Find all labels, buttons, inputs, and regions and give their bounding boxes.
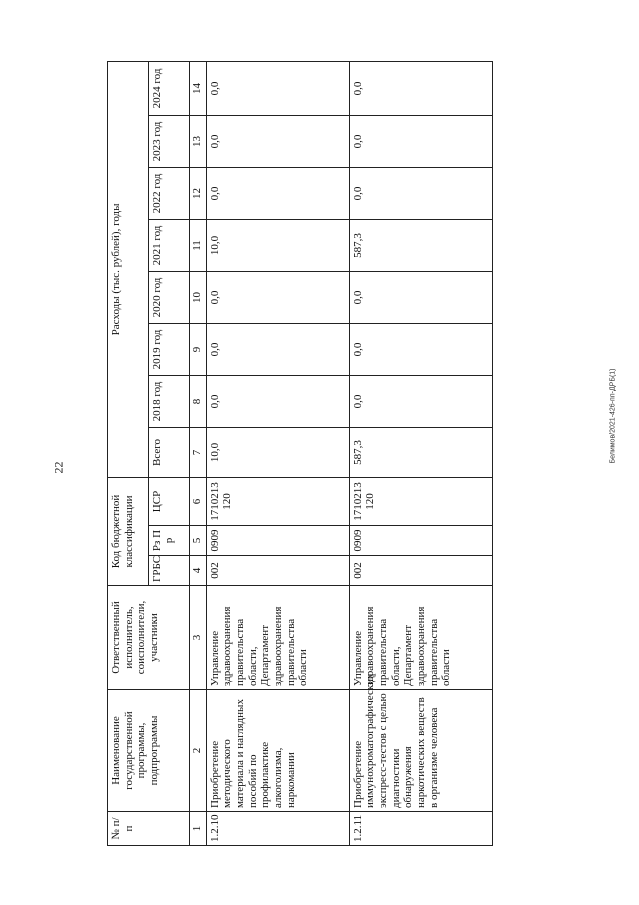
header-year-2018: 2018 год <box>148 375 189 427</box>
index-cell: 4 <box>189 556 206 586</box>
header-row-1 <box>108 61 149 845</box>
header-csr: ЦСР <box>148 477 189 525</box>
row-grbs: 002 <box>349 556 492 586</box>
row-name: Приобретение методического материала и наглядных пособий по профилактике алкоголизма, наркомании <box>206 690 349 812</box>
row-csr: 1710213120 <box>349 477 492 525</box>
page-number: 22 <box>51 461 66 474</box>
budget-table <box>107 61 493 846</box>
row-2023: 0,0 <box>206 115 349 167</box>
index-cell: 1 <box>189 812 206 846</box>
index-cell: 12 <box>189 167 206 219</box>
header-year-2024: 2024 год <box>148 61 189 115</box>
row-2018: 0,0 <box>349 375 492 427</box>
row-grbs: 002 <box>206 556 349 586</box>
row-num: 1.2.11 <box>349 812 492 846</box>
document-code: Белимов/2021-426-пп-ДРБ(1) <box>609 368 617 464</box>
index-cell: 7 <box>189 427 206 477</box>
index-cell: 14 <box>189 61 206 115</box>
row-rz-pr: 0909 <box>206 526 349 556</box>
row-2024: 0,0 <box>349 61 492 115</box>
row-2024: 0,0 <box>206 61 349 115</box>
table-row <box>349 61 492 845</box>
header-name: Наименование государственной программы, подпрограммы <box>108 690 190 812</box>
row-2021: 587,3 <box>349 219 492 271</box>
budget-table-container <box>107 62 493 846</box>
index-cell: 6 <box>189 477 206 525</box>
row-2022: 0,0 <box>349 167 492 219</box>
header-year-2020: 2020 год <box>148 271 189 323</box>
header-year-2023: 2023 год <box>148 115 189 167</box>
row-total: 587,3 <box>349 427 492 477</box>
header-responsible: Ответственный исполнитель, соисполнители, участники <box>108 586 190 690</box>
index-cell: 9 <box>189 323 206 375</box>
row-name: Приобретение иммунохроматографических экспресс-тестов с целью диагностики обнаружения наркотических веществ в организме человека <box>349 690 492 812</box>
row-num: 1.2.10 <box>206 812 349 846</box>
header-num: № п/п <box>108 812 190 846</box>
row-2019: 0,0 <box>349 323 492 375</box>
header-budget-code: Код бюджетной классификации <box>108 477 149 585</box>
row-rz-pr: 0909 <box>349 526 492 556</box>
row-2021: 10,0 <box>206 219 349 271</box>
header-rz-pr: Рз Пр <box>148 526 189 556</box>
index-cell: 2 <box>189 690 206 812</box>
index-cell: 8 <box>189 375 206 427</box>
header-year-2021: 2021 год <box>148 219 189 271</box>
column-index-row <box>189 61 206 845</box>
header-total: Всего <box>148 427 189 477</box>
header-year-2019: 2019 год <box>148 323 189 375</box>
row-responsible: Управление здравоохранения правительства области, Департамент здравоохранения правительства области <box>349 586 492 690</box>
header-grbs: ГРБС <box>148 556 189 586</box>
index-cell: 3 <box>189 586 206 690</box>
index-cell: 10 <box>189 271 206 323</box>
header-expenses: Расходы (тыс. рублей), годы <box>108 61 149 477</box>
row-responsible: Управление здравоохранения правительства области, Департамент здравоохранения правительства области <box>206 586 349 690</box>
index-cell: 5 <box>189 526 206 556</box>
row-2020: 0,0 <box>349 271 492 323</box>
row-2019: 0,0 <box>206 323 349 375</box>
row-2020: 0,0 <box>206 271 349 323</box>
index-cell: 11 <box>189 219 206 271</box>
row-2023: 0,0 <box>349 115 492 167</box>
table-row <box>206 61 349 845</box>
row-total: 10,0 <box>206 427 349 477</box>
row-csr: 1710213120 <box>206 477 349 525</box>
index-cell: 13 <box>189 115 206 167</box>
row-2022: 0,0 <box>206 167 349 219</box>
header-year-2022: 2022 год <box>148 167 189 219</box>
row-2018: 0,0 <box>206 375 349 427</box>
